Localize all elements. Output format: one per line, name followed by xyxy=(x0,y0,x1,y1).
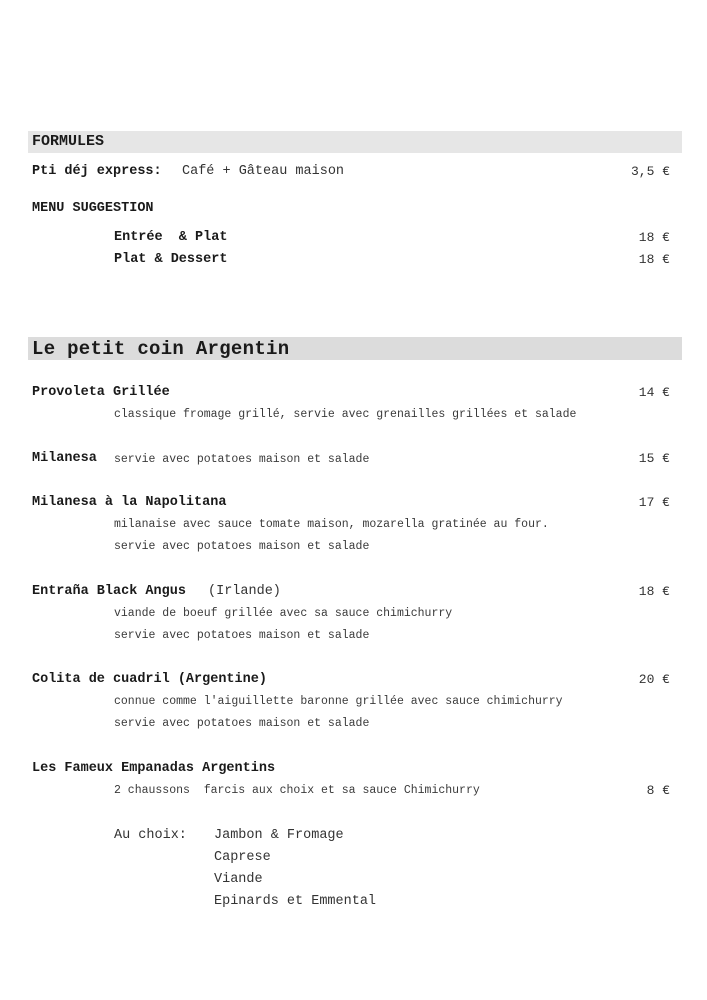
dish-origin: (Irlande) xyxy=(208,584,281,599)
dish-description: servie avec potatoes maison et salade xyxy=(114,717,370,730)
dish-price: 20 € xyxy=(638,672,670,687)
dish-name: Les Fameux Empanadas Argentins xyxy=(32,761,276,776)
dish-name: Milanesa xyxy=(32,451,97,466)
argentin-title: Le petit coin Argentin xyxy=(32,338,290,360)
dish-price: 18 € xyxy=(638,584,670,599)
dish-price: 15 € xyxy=(638,451,670,466)
menu-item-price: 18 € xyxy=(638,230,670,245)
pti-dej-price: 3,5 € xyxy=(630,164,670,179)
dish-description: milanaise avec sauce tomate maison, mozarella gratinée au four. xyxy=(114,518,549,531)
dish-description: connue comme l'aiguillette baronne grillée avec sauce chimichurry xyxy=(114,695,563,708)
dish-name: Milanesa à la Napolitana xyxy=(32,495,227,510)
dish-price: 8 € xyxy=(646,783,670,798)
choix-label: Au choix: xyxy=(114,828,187,843)
choix-option: Caprese xyxy=(214,850,271,865)
dish-description: viande de boeuf grillée avec sa sauce chimichurry xyxy=(114,607,453,620)
dish-description: servie avec potatoes maison et salade xyxy=(114,453,370,466)
dish-description: servie avec potatoes maison et salade xyxy=(114,540,370,553)
dish-description: servie avec potatoes maison et salade xyxy=(114,629,370,642)
menu-item-price: 18 € xyxy=(638,252,670,267)
formules-header-band xyxy=(28,131,682,153)
formules-title: FORMULES xyxy=(32,133,105,150)
dish-price: 14 € xyxy=(638,385,670,400)
pti-dej-name: Pti déj express: xyxy=(32,164,162,179)
menu-item-name: Entrée & Plat xyxy=(114,230,228,245)
choix-option: Jambon & Fromage xyxy=(214,828,344,843)
dish-name: Colita de cuadril (Argentine) xyxy=(32,672,267,687)
pti-dej-detail: Café + Gâteau maison xyxy=(182,164,345,179)
dish-description: classique fromage grillé, servie avec grenailles grillées et salade xyxy=(114,408,577,421)
dish-price: 17 € xyxy=(638,495,670,510)
choix-option: Epinards et Emmental xyxy=(214,894,377,909)
menu-item-name: Plat & Dessert xyxy=(114,252,228,267)
menu-suggestion-title: MENU SUGGESTION xyxy=(32,201,154,216)
dish-name: Provoleta Grillée xyxy=(32,385,170,400)
choix-option: Viande xyxy=(214,872,263,887)
dish-name: Entraña Black Angus xyxy=(32,584,186,599)
dish-description: 2 chaussons farcis aux choix et sa sauce Chimichurry xyxy=(114,784,480,797)
